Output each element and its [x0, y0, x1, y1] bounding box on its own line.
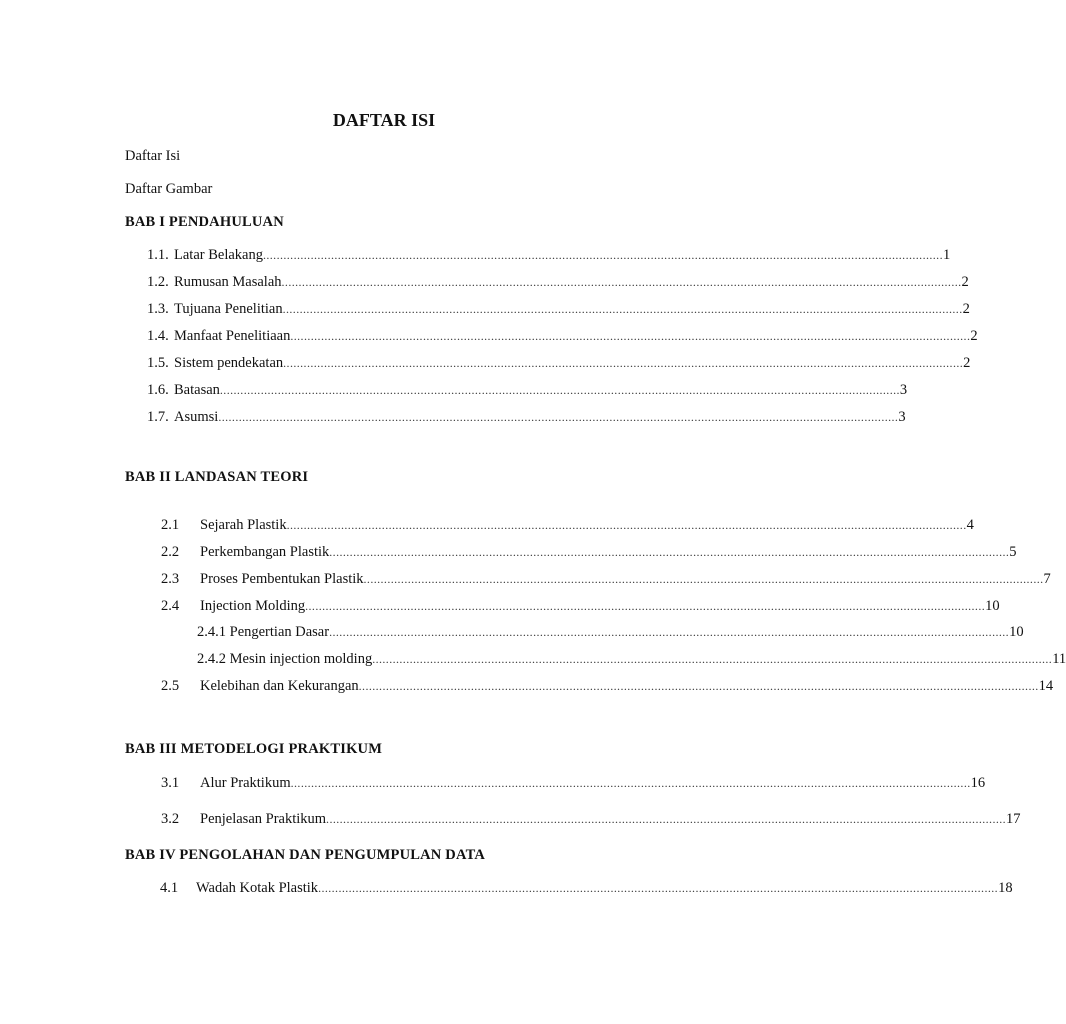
- toc-item-label: Perkembangan Plastik: [200, 544, 330, 560]
- toc-item-number: 2.1: [161, 517, 180, 533]
- toc-leader-dots: ........................................................................................................................................................................................................: [282, 302, 963, 316]
- toc-item-label: Alur Praktikum: [200, 775, 291, 791]
- bab1-heading: BAB I PENDAHULUAN: [125, 214, 284, 230]
- front-matter-daftar-isi: Daftar Isi: [125, 148, 181, 164]
- toc-item-label: Penjelasan Praktikum: [200, 811, 327, 827]
- toc-row: [174, 382, 908, 399]
- toc-leader-dots: ........................................................................................................................................................................................................: [329, 545, 1010, 559]
- toc-row: [174, 301, 970, 318]
- toc-item-number: 2.5: [161, 678, 180, 694]
- toc-item-number: 1.6.: [147, 382, 169, 398]
- toc-row: [174, 247, 951, 264]
- toc-item-number: 1.4.: [147, 328, 169, 344]
- toc-leader-dots: ........................................................................................................................................................................................................: [218, 410, 899, 424]
- toc-page-number: 10: [1009, 624, 1024, 640]
- toc-row: [200, 775, 986, 792]
- toc-page-number: 11: [1052, 651, 1066, 667]
- toc-item-number: 2.2: [161, 544, 180, 560]
- toc-item-number: 3.2: [161, 811, 180, 827]
- toc-leader-dots: ........................................................................................................................................................................................................: [358, 679, 1039, 693]
- toc-page-number: 7: [1043, 571, 1051, 587]
- toc-row: [200, 811, 1021, 828]
- toc-leader-dots: ........................................................................................................................................................................................................: [305, 599, 986, 613]
- toc-page-number: 2: [963, 355, 971, 371]
- toc-row: [174, 355, 971, 372]
- toc-item-label: Latar Belakang: [174, 247, 263, 263]
- toc-page-number: 16: [970, 775, 986, 791]
- toc-page-number: 4: [966, 517, 974, 533]
- toc-row: [197, 651, 1066, 668]
- toc-leader-dots: ........................................................................................................................................................................................................: [219, 383, 900, 397]
- toc-page-number: 17: [1006, 811, 1021, 827]
- toc-item-label: Batasan: [174, 382, 220, 398]
- toc-row: [174, 274, 969, 291]
- toc-leader-dots: ........................................................................................................................................................................................................: [281, 275, 962, 289]
- toc-page-number: 3: [898, 409, 906, 425]
- toc-row: [200, 571, 1051, 588]
- toc-item-label: Tujuana Penelitian: [174, 301, 283, 317]
- toc-row: [197, 624, 1024, 641]
- toc-item-number: 1.3.: [147, 301, 169, 317]
- toc-leader-dots: ........................................................................................................................................................................................................: [290, 329, 971, 343]
- toc-item-label: Manfaat Penelitiaan: [174, 328, 291, 344]
- toc-item-number: 1.7.: [147, 409, 169, 425]
- toc-row: [174, 409, 906, 426]
- toc-page-number: 10: [985, 598, 1000, 614]
- toc-leader-dots: ........................................................................................................................................................................................................: [262, 248, 943, 262]
- toc-row: [174, 328, 978, 345]
- toc-item-label: Injection Molding: [200, 598, 306, 614]
- toc-item-number: 2.3: [161, 571, 180, 587]
- toc-item-label: Kelebihan dan Kekurangan: [200, 678, 359, 694]
- bab3-heading: BAB III METODELOGI PRAKTIKUM: [125, 741, 383, 757]
- toc-item-number: 1.5.: [147, 355, 169, 371]
- toc-page-number: 3: [899, 382, 908, 398]
- toc-page-number: 14: [1038, 678, 1054, 694]
- toc-item-label: Sistem pendekatan: [174, 355, 284, 371]
- toc-page-number: 1: [942, 247, 951, 263]
- toc-row: [196, 880, 1013, 897]
- toc-item-number: 3.1: [161, 775, 180, 791]
- toc-item-label: Rumusan Masalah: [174, 274, 282, 290]
- toc-page-number: 18: [998, 880, 1013, 896]
- page-title: DAFTAR ISI: [332, 110, 436, 130]
- toc-page-number: 2: [961, 274, 969, 290]
- toc-leader-dots: ........................................................................................................................................................................................................: [329, 625, 1010, 639]
- toc-item-label: Asumsi: [174, 409, 219, 425]
- toc-row: [200, 678, 1054, 695]
- toc-item-label: Sejarah Plastik: [200, 517, 287, 533]
- toc-item-number: 4.1: [160, 880, 179, 896]
- toc-leader-dots: ........................................................................................................................................................................................................: [290, 776, 971, 790]
- bab2-heading: BAB II LANDASAN TEORI: [125, 469, 309, 485]
- toc-row: [200, 517, 974, 534]
- bab4-heading: BAB IV PENGOLAHAN DAN PENGUMPULAN DATA: [125, 847, 486, 863]
- front-matter-daftar-gambar: Daftar Gambar: [125, 181, 213, 197]
- toc-item-number: 1.2.: [147, 274, 169, 290]
- toc-item-label: 2.4.2 Mesin injection molding: [197, 651, 373, 667]
- toc-item-label: Proses Pembentukan Plastik: [200, 571, 364, 587]
- toc-leader-dots: ........................................................................................................................................................................................................: [372, 652, 1053, 666]
- toc-page-number: 5: [1009, 544, 1017, 560]
- toc-leader-dots: ........................................................................................................................................................................................................: [318, 881, 999, 895]
- toc-leader-dots: ........................................................................................................................................................................................................: [283, 356, 964, 370]
- toc-item-number: 1.1.: [147, 247, 169, 263]
- toc-item-label: 2.4.1 Pengertian Dasar: [197, 624, 330, 640]
- toc-row: [200, 598, 1000, 615]
- toc-leader-dots: ........................................................................................................................................................................................................: [363, 572, 1044, 586]
- toc-leader-dots: ........................................................................................................................................................................................................: [326, 812, 1007, 826]
- toc-page-number: 2: [970, 328, 978, 344]
- toc-page-number: 2: [962, 301, 970, 317]
- toc-item-label: Wadah Kotak Plastik: [196, 880, 319, 896]
- toc-item-number: 2.4: [161, 598, 180, 614]
- toc-row: [200, 544, 1017, 561]
- toc-leader-dots: ........................................................................................................................................................................................................: [286, 518, 967, 532]
